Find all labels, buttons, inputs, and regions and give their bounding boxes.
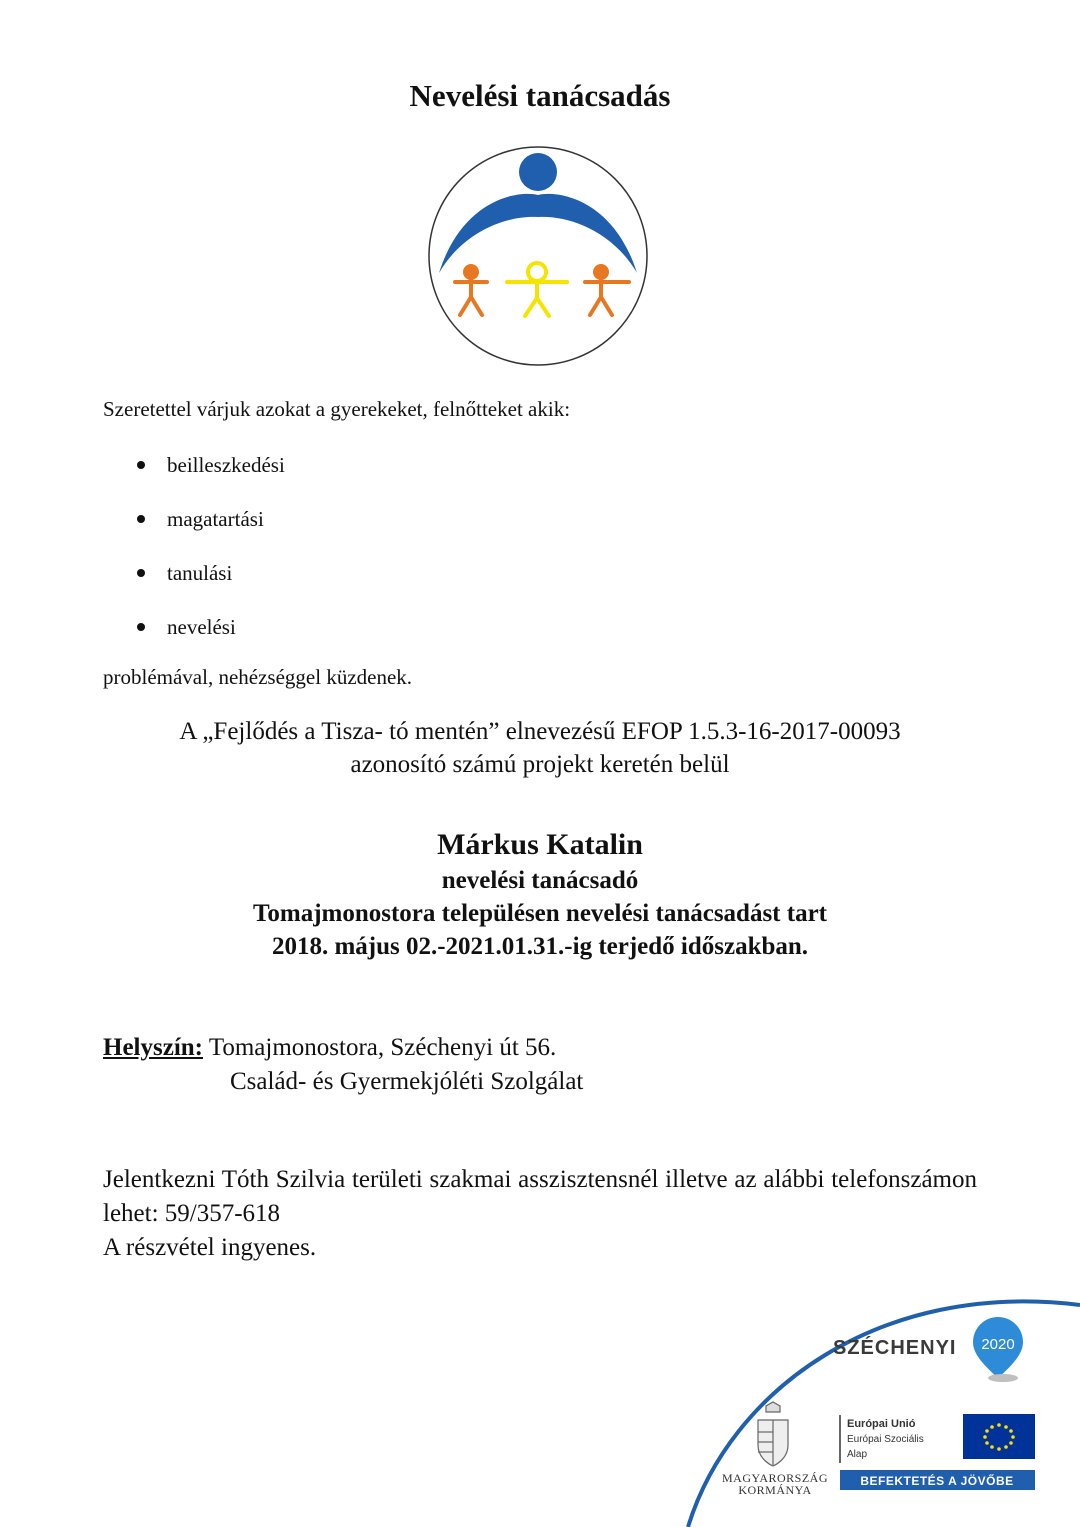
location-label: Helyszín: xyxy=(103,1034,203,1061)
project-line-2: azonosító számú projekt keretén belül xyxy=(350,751,730,778)
list-item: beilleszkedési xyxy=(137,450,285,504)
eu-flag-icon xyxy=(963,1414,1035,1459)
footer-logos xyxy=(620,1270,1080,1527)
hungary-coat-of-arms-icon xyxy=(758,1402,788,1466)
year-text: 2020 xyxy=(981,1336,1015,1353)
location-block xyxy=(103,1031,583,1099)
counselor-role: nevelési tanácsadó xyxy=(441,867,639,894)
list-item: nevelési xyxy=(137,612,285,666)
page-title: Nevelési tanácsadás xyxy=(409,78,671,113)
child-middle-icon xyxy=(507,263,567,316)
bullet-icon xyxy=(137,461,145,469)
szechenyi-text: SZÉCHENYI xyxy=(833,1337,957,1359)
problem-text: problémával, nehézséggel küzdenek. xyxy=(103,665,413,689)
project-line-1: A „Fejlődés a Tisza- tó mentén” elnevezésű EFOP 1.5.3-16-2017-00093 xyxy=(179,718,901,745)
gov-line-2: KORMÁNYA xyxy=(738,1483,812,1497)
problem-list xyxy=(137,450,285,666)
intro-text: Szeretettel várjuk azokat a gyerekeket, felnőtteket akik: xyxy=(103,397,571,421)
eu-line-1: Európai Unió xyxy=(847,1418,916,1430)
list-item: tanulási xyxy=(137,558,285,612)
bullet-icon xyxy=(137,623,145,631)
bullet-icon xyxy=(137,569,145,577)
free-participation: A részvétel ingyenes. xyxy=(103,1234,317,1261)
counselor-info-2: 2018. május 02.-2021.01.31.-ig terjedő időszakban. xyxy=(271,933,809,960)
child-right-icon xyxy=(585,264,629,315)
map-pin-icon xyxy=(973,1317,1023,1382)
contact-block xyxy=(103,1163,977,1265)
counselor-block xyxy=(0,826,1080,963)
bullet-icon xyxy=(137,515,145,523)
child-left-icon xyxy=(455,264,487,315)
gov-line-1: MAGYARORSZÁG xyxy=(721,1471,829,1485)
eu-line-3: Alap xyxy=(847,1449,868,1460)
banner-text: BEFEKTETÉS A JÖVŐBE xyxy=(860,1474,1014,1488)
project-info xyxy=(0,715,1080,781)
family-circle-logo xyxy=(427,145,649,367)
list-item: magatartási xyxy=(137,504,285,558)
contact-text: Jelentkezni Tóth Szilvia területi szakmai asszisztensnél illetve az alábbi telefonszámon lehet: 59/357-618 xyxy=(103,1166,977,1227)
counselor-info-1: Tomajmonostora településen nevelési tanácsadást tart xyxy=(252,900,828,927)
eu-line-2: Európai Szociális xyxy=(847,1434,924,1445)
location-place: Család- és Gyermekjóléti Szolgálat xyxy=(230,1068,584,1095)
counselor-name: Márkus Katalin xyxy=(437,828,643,861)
adult-head-icon xyxy=(519,153,557,191)
location-address: Tomajmonostora, Széchenyi út 56. xyxy=(208,1034,557,1061)
